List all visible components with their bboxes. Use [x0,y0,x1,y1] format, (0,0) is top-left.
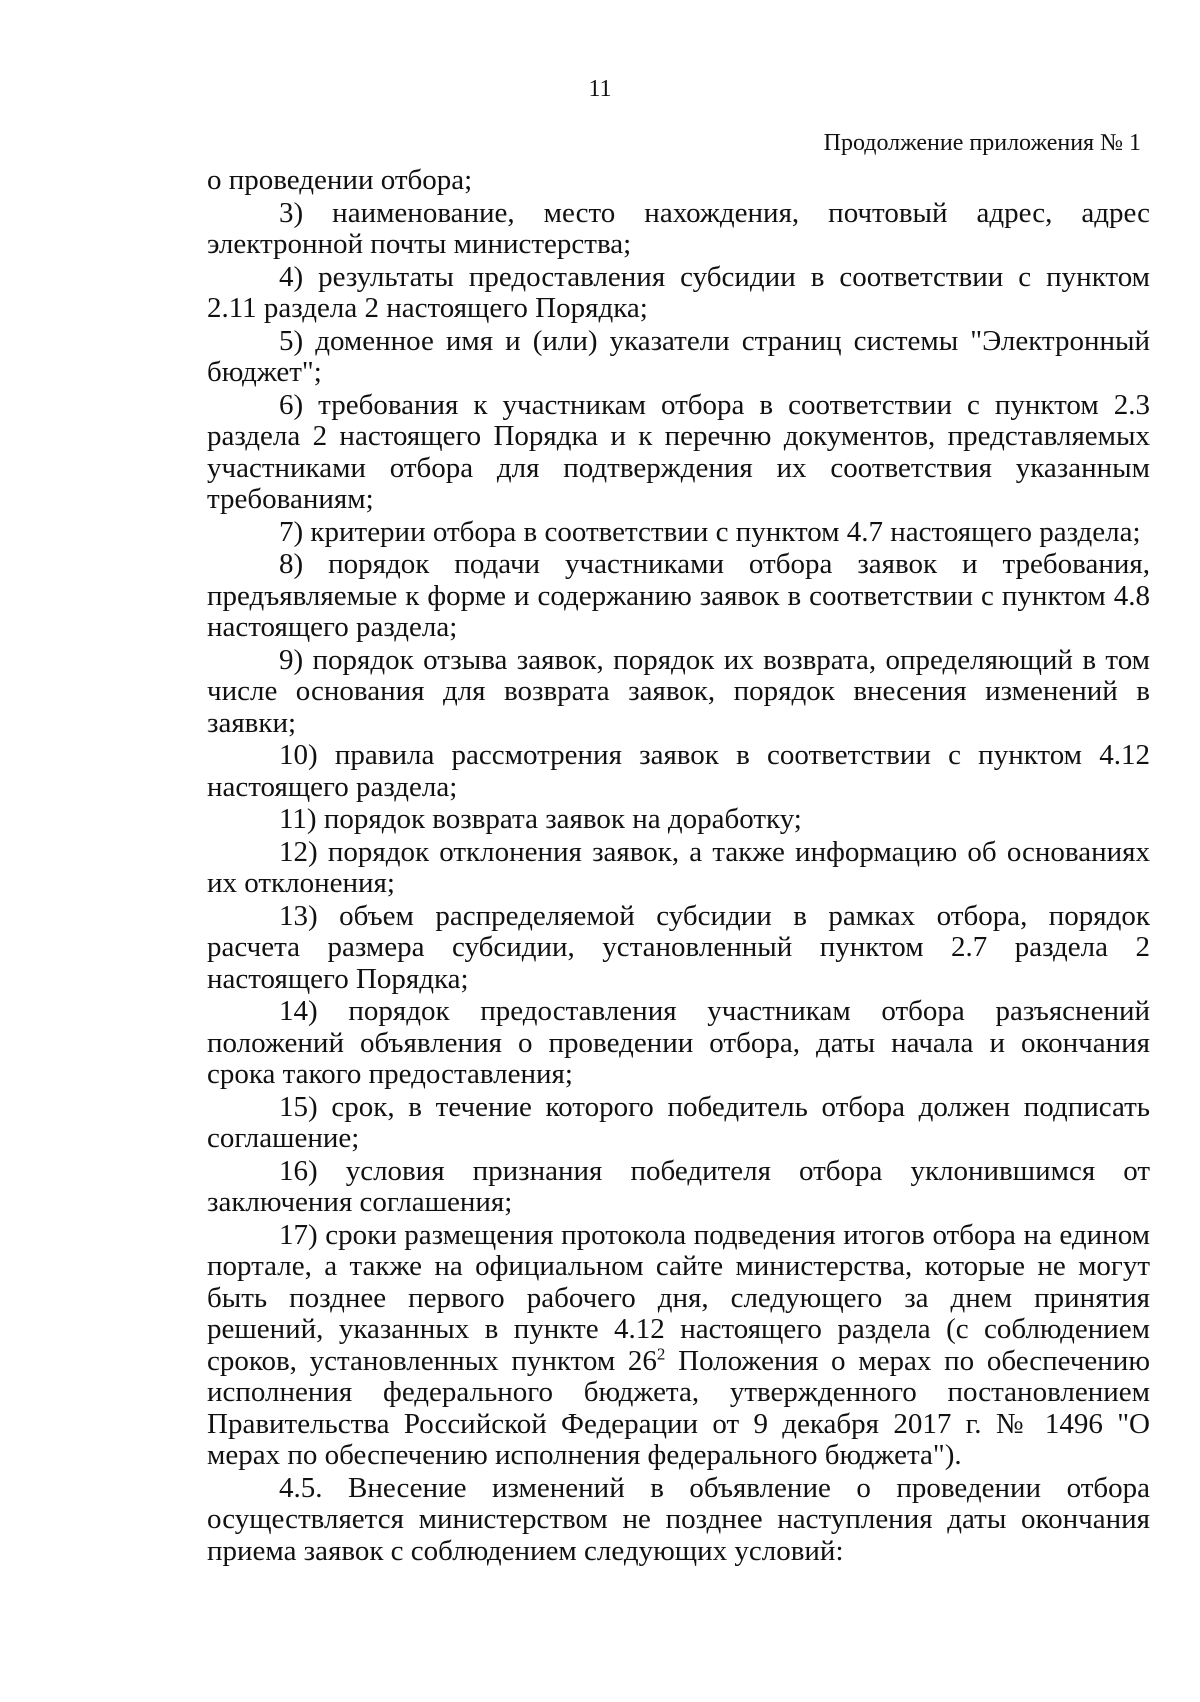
paragraph-item-15: 15) срок, в течение которого победитель отбора должен подписать соглашение; [207,1090,1150,1154]
paragraph-continuation: о проведении отбора; [207,164,473,196]
paragraph-item-6: 6) требования к участникам отбора в соответствии с пунктом 2.3 раздела 2 настоящего Порядка и к перечню документов, представляемых участниками отбора для подтверждения их соответствия указанным требованиям; [207,388,1150,515]
paragraph-item-17 [207,1220,1150,1472]
paragraph-item-16: 16) условия признания победителя отбора уклонившимся от заключения соглашения; [207,1154,1150,1218]
paragraph-item-3: 3) наименование, место нахождения, почтовый адрес, адрес электронной почты министерства; [207,196,1150,260]
appendix-continuation-header: Продолжение приложения № 1 [823,130,1141,156]
paragraph-item-8: 8) порядок подачи участниками отбора заявок и требования, предъявляемые к форме и содержанию заявок в соответствии с пунктом 4.8 настоящего раздела; [207,548,1150,643]
superscript-marker: 2 [656,1343,666,1363]
paragraph-item-17-text-cont: Положения о мерах по обеспечению исполнения федерального бюджета, утвержденного постановлением Правительства Российской Федерации от 9 декабря 2017 г. № 1496 "О мерах по обеспечению исполнения федерального бюджета"). [207,1344,1150,1471]
paragraph-item-10: 10) правила рассмотрения заявок в соответствии с пунктом 4.12 настоящего раздела; [207,739,1150,803]
paragraph-item-11: 11) порядок возврата заявок на доработку; [279,803,802,835]
paragraph-item-9: 9) порядок отзыва заявок, порядок их возврата, определяющий в том числе основания для возврата заявок, порядок внесения изменений в заявки; [207,643,1150,739]
page-number: 11 [588,76,612,102]
paragraph-item-17-text: 17) сроки размещения протокола подведения итогов отбора на едином портале, а также на официальном сайте министерства, которые не могут быть позднее первого рабочего дня, следующего за днем принятия решений, указанных в пункте 4.12 настоящего раздела (с соблюдением сроков, установленных пунктом 26 [207,1218,1150,1377]
paragraph-item-12: 12) порядок отклонения заявок, а также информацию об основаниях их отклонения; [207,835,1150,899]
paragraph-item-13: 13) объем распределяемой субсидии в рамках отбора, порядок расчета размера субсидии, установленный пунктом 2.7 раздела 2 настоящего Порядка; [207,899,1150,995]
paragraph-item-14: 14) порядок предоставления участникам отбора разъяснений положений объявления о проведении отбора, даты начала и окончания срока такого предоставления; [207,995,1150,1090]
paragraph-item-5: 5) доменное имя и (или) указатели страниц системы "Электронный бюджет"; [207,324,1150,388]
paragraph-item-7: 7) критерии отбора в соответствии с пунктом 4.7 настоящего раздела; [279,515,1141,548]
document-body [207,165,1150,1568]
paragraph-item-4: 4) результаты предоставления субсидии в соответствии с пунктом 2.11 раздела 2 настоящего Порядка; [207,260,1150,324]
paragraph-section-4-5: 4.5. Внесение изменений в объявление о проведении отбора осуществляется министерством не позднее наступления даты окончания приема заявок с соблюдением следующих условий: [207,1471,1150,1567]
